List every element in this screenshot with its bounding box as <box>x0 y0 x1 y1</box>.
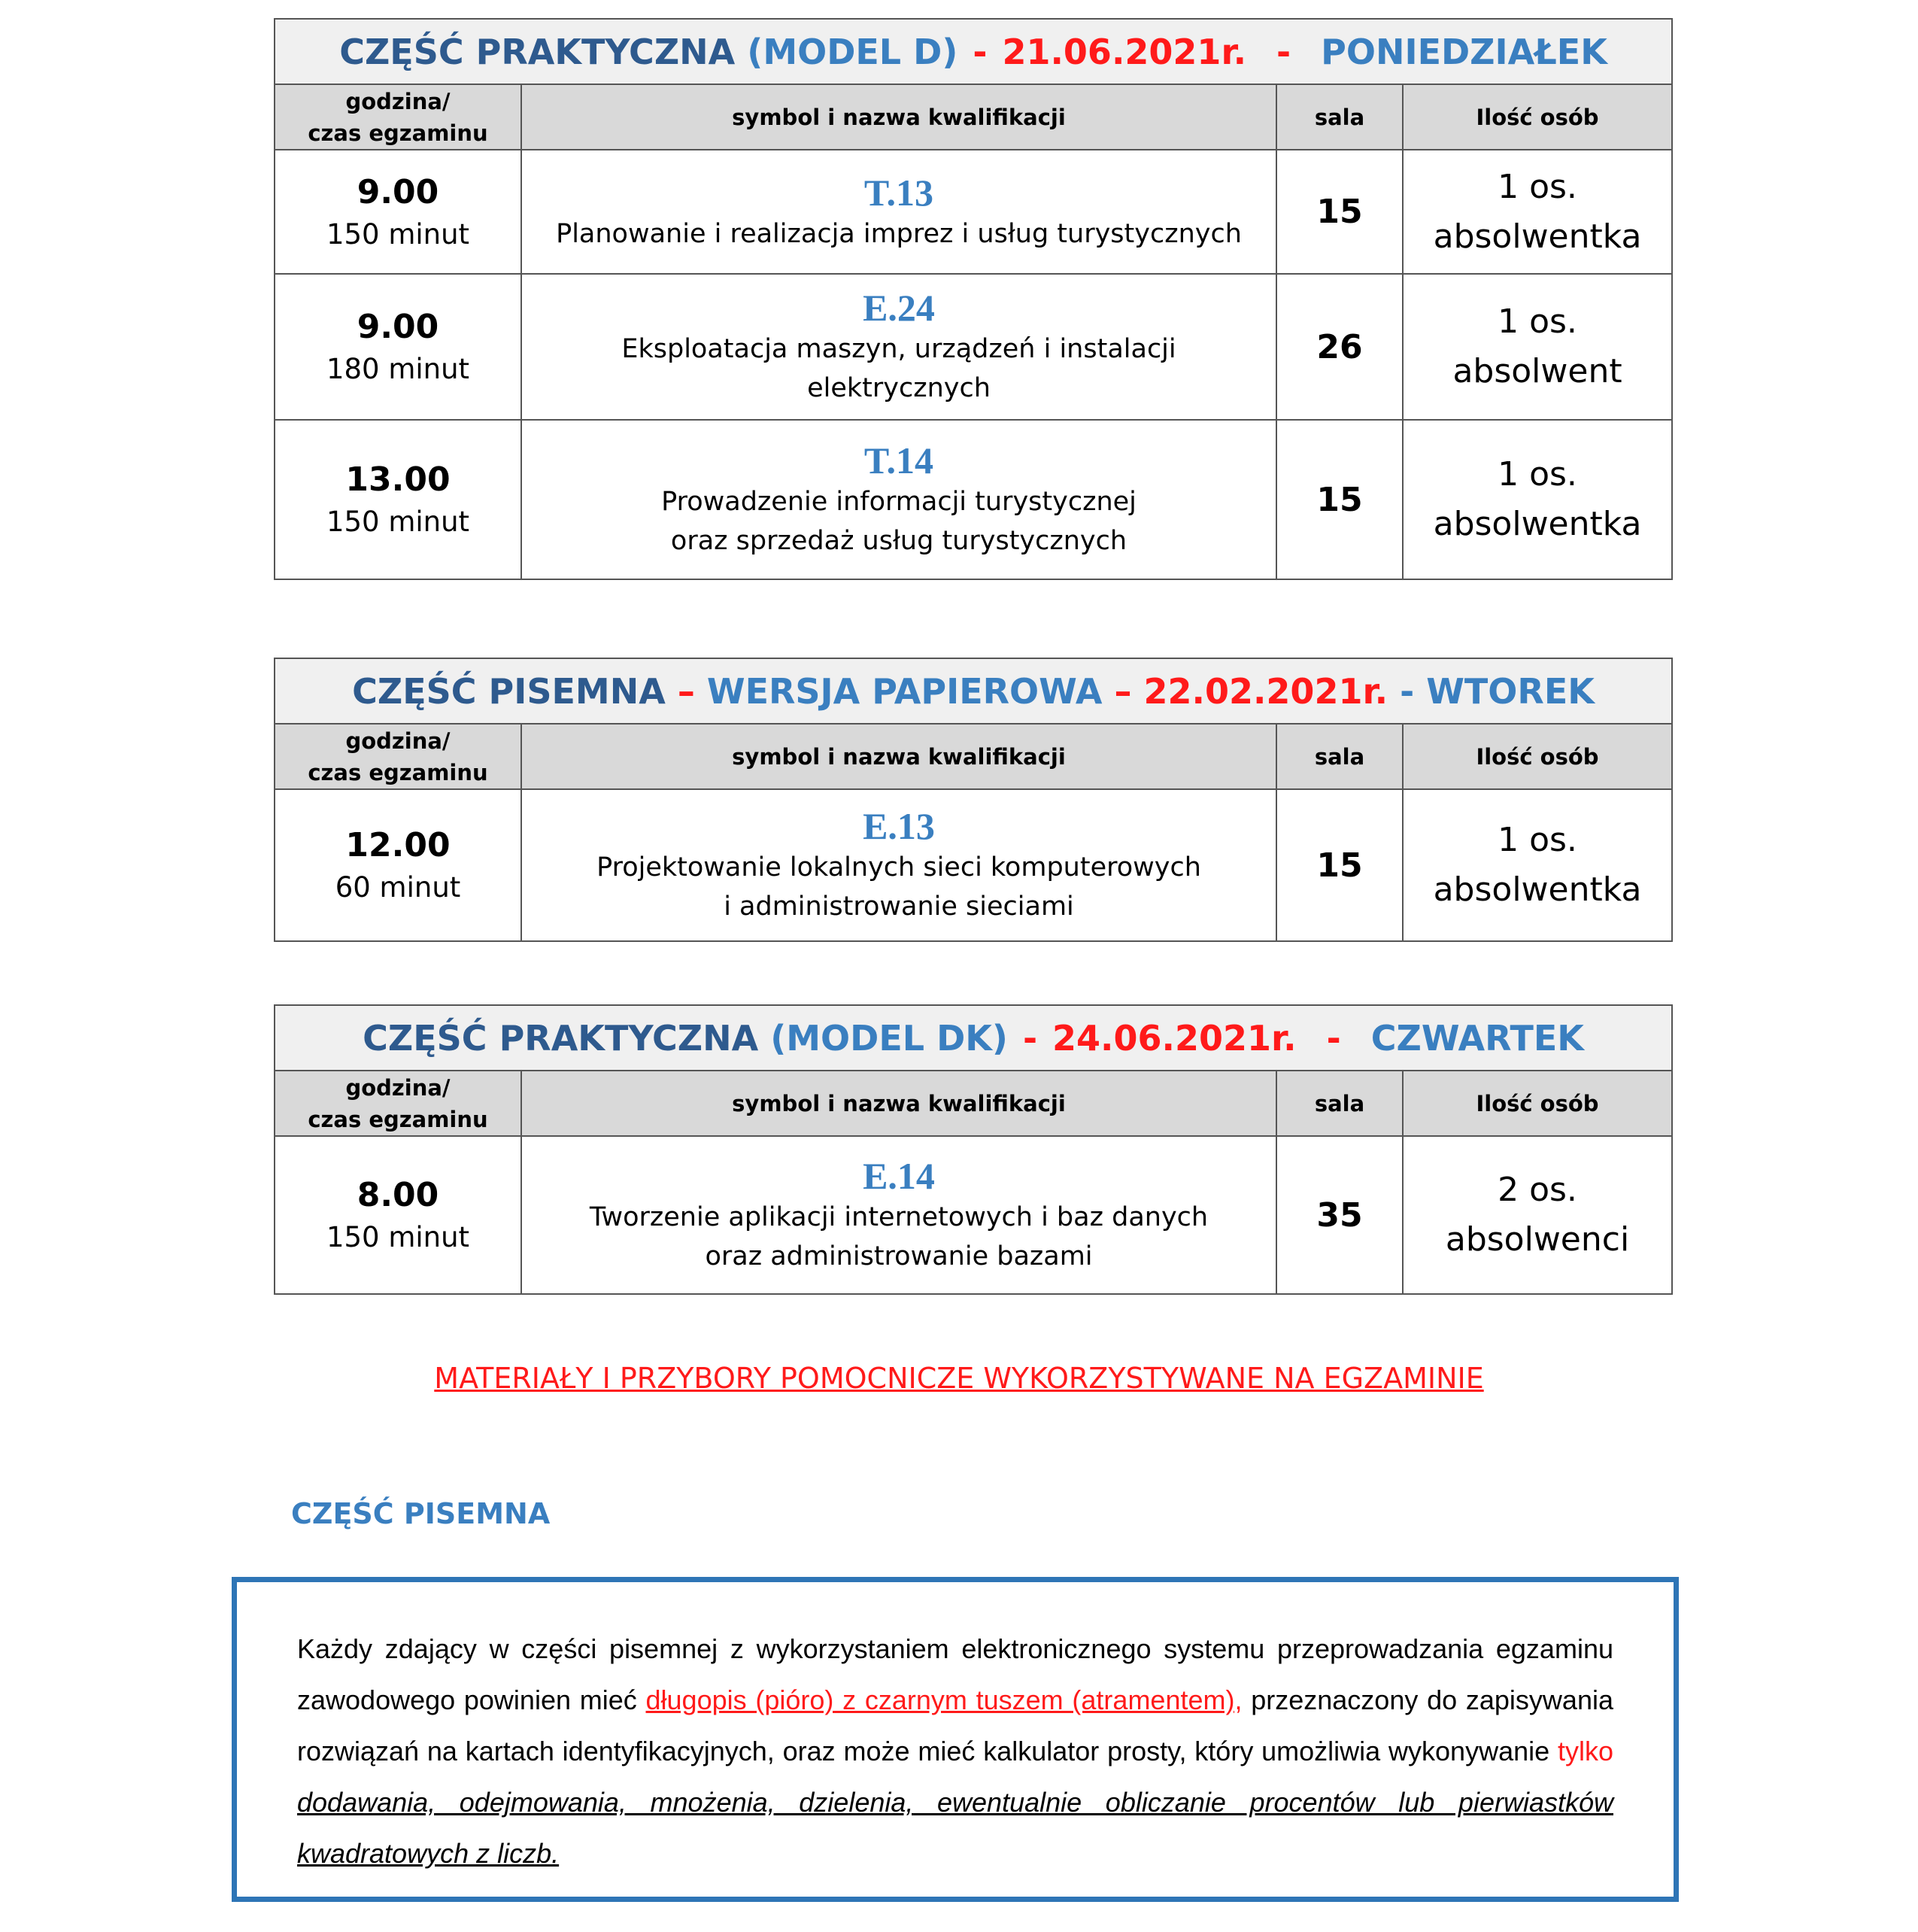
header-row <box>275 84 1672 150</box>
room-number: 35 <box>1276 1136 1403 1294</box>
exam-table-written-paper <box>274 658 1673 942</box>
qualification-header: symbol i nazwa kwalifikacji <box>521 1071 1276 1136</box>
people-count: 1 os. absolwentka <box>1403 789 1672 941</box>
hour-header: godzina/ czas egzaminu <box>275 84 521 150</box>
room-header: sala <box>1276 84 1403 150</box>
people-count: 1 os. absolwentka <box>1403 150 1672 274</box>
people-count: 1 os. absolwent <box>1403 274 1672 420</box>
title-part: CZĘŚĆ PRAKTYCZNA <box>363 1017 759 1059</box>
title-dash: - <box>1400 670 1415 712</box>
title-model: (MODEL DK) <box>770 1017 1008 1059</box>
title-part: CZĘŚĆ PISEMNA <box>352 670 666 712</box>
exam-time: 9.00 <box>357 172 439 211</box>
title-version: WERSJA PAPIEROWA <box>706 670 1103 712</box>
room-header: sala <box>1276 1071 1403 1136</box>
hour-header: godzina/ czas egzaminu <box>275 1071 521 1136</box>
only-keyword: tylko <box>1557 1736 1613 1766</box>
calculator-operations: dodawania, odejmowania, mnożenia, dzielenia, ewentualnie obliczanie procentów lub pierwiastków kwadratowych z liczb. <box>297 1787 1613 1869</box>
qualification-name: Eksploatacja maszyn, urządzeń i instalacji elektrycznych <box>621 334 1176 403</box>
title-dash: – <box>677 670 695 712</box>
room-number: 26 <box>1276 274 1403 420</box>
title-model: (MODEL D) <box>747 31 958 72</box>
title-dash: - <box>973 31 988 72</box>
title-dash: - <box>1326 1017 1341 1059</box>
title-dash: - <box>1022 1017 1038 1059</box>
title-part: CZĘŚĆ PRAKTYCZNA <box>339 31 736 72</box>
qualification-code: E.13 <box>863 805 935 847</box>
qualification-name: Planowanie i realizacja imprez i usług turystycznych <box>556 218 1242 249</box>
room-number: 15 <box>1276 420 1403 579</box>
info-paragraph: Każdy zdający w części pisemnej z wykorzystaniem elektronicznego systemu przeprowadzania egzaminu zawodowego powinien mieć długopis (pióro) z czarnym tuszem (atramentem), przeznaczony do zapisywania rozwiązań na kartach identyfikacyjnych, oraz może mieć kalkulator prosty, który umożliwia wykonywanie tylko dodawania, odejmowania, mnożenia, dzielenia, ewentualnie obliczanie procentów lub pierwiastków kwadratowych z liczb. <box>297 1633 1613 1869</box>
table-title <box>275 19 1672 84</box>
title-day: PONIEDZIAŁEK <box>1321 31 1607 72</box>
table-row <box>275 1136 1672 1294</box>
hour-header: godzina/ czas egzaminu <box>275 724 521 789</box>
qualification-header: symbol i nazwa kwalifikacji <box>521 724 1276 789</box>
qualification-code: T.14 <box>863 439 934 481</box>
exam-duration: 150 minut <box>326 1221 470 1253</box>
table-title <box>275 658 1672 724</box>
header-row <box>275 724 1672 789</box>
exam-table-practical-dk <box>274 1004 1673 1295</box>
title-date: 21.06.2021r. <box>1002 31 1247 72</box>
title-dash: – <box>1114 670 1132 712</box>
title-date: 22.02.2021r. <box>1143 670 1388 712</box>
people-header: Ilość osób <box>1403 1071 1672 1136</box>
materials-heading-link[interactable]: MATERIAŁY I PRZYBORY POMOCNICZE WYKORZYSTYWANE NA EGZAMINIE <box>434 1362 1484 1395</box>
info-box <box>232 1577 1679 1902</box>
qualification-code: E.24 <box>863 287 935 329</box>
table-row <box>275 420 1672 579</box>
room-number: 15 <box>1276 150 1403 274</box>
exam-time: 9.00 <box>357 308 439 346</box>
qualification-name: Projektowanie lokalnych sieci komputerowych i administrowanie sieciami <box>596 852 1201 922</box>
title-dash: - <box>1276 31 1291 72</box>
exam-duration: 150 minut <box>326 217 470 251</box>
exam-duration: 180 minut <box>326 353 470 385</box>
qualification-header: symbol i nazwa kwalifikacji <box>521 84 1276 150</box>
table-title <box>275 1005 1672 1071</box>
qualification-name: Tworzenie aplikacji internetowych i baz danych oraz administrowanie bazami <box>589 1202 1209 1271</box>
title-day: WTOREK <box>1426 670 1595 712</box>
table-row <box>275 150 1672 274</box>
exam-duration: 60 minut <box>335 871 461 904</box>
room-number: 15 <box>1276 789 1403 941</box>
exam-time: 13.00 <box>345 460 451 499</box>
people-header: Ilość osób <box>1403 84 1672 150</box>
people-header: Ilość osób <box>1403 724 1672 789</box>
title-day: CZWARTEK <box>1370 1017 1584 1059</box>
people-count: 2 os. absolwenci <box>1403 1136 1672 1294</box>
qualification-name: Prowadzenie informacji turystycznej oraz sprzedaż usług turystycznych <box>661 487 1137 556</box>
exam-time: 12.00 <box>345 826 451 864</box>
qualification-code: E.14 <box>863 1155 935 1197</box>
room-header: sala <box>1276 724 1403 789</box>
section-title: CZĘŚĆ PISEMNA <box>291 1497 551 1530</box>
title-date: 24.06.2021r. <box>1052 1017 1297 1059</box>
exam-table-practical-d <box>274 18 1673 580</box>
people-count: 1 os. absolwentka <box>1403 420 1672 579</box>
table-row <box>275 274 1672 420</box>
qualification-code: T.13 <box>863 171 934 214</box>
table-row <box>275 789 1672 941</box>
exam-time: 8.00 <box>357 1176 439 1214</box>
exam-duration: 150 minut <box>326 506 470 538</box>
header-row <box>275 1071 1672 1136</box>
pen-requirement: długopis (pióro) z czarnym tuszem (atramentem), <box>645 1684 1243 1715</box>
